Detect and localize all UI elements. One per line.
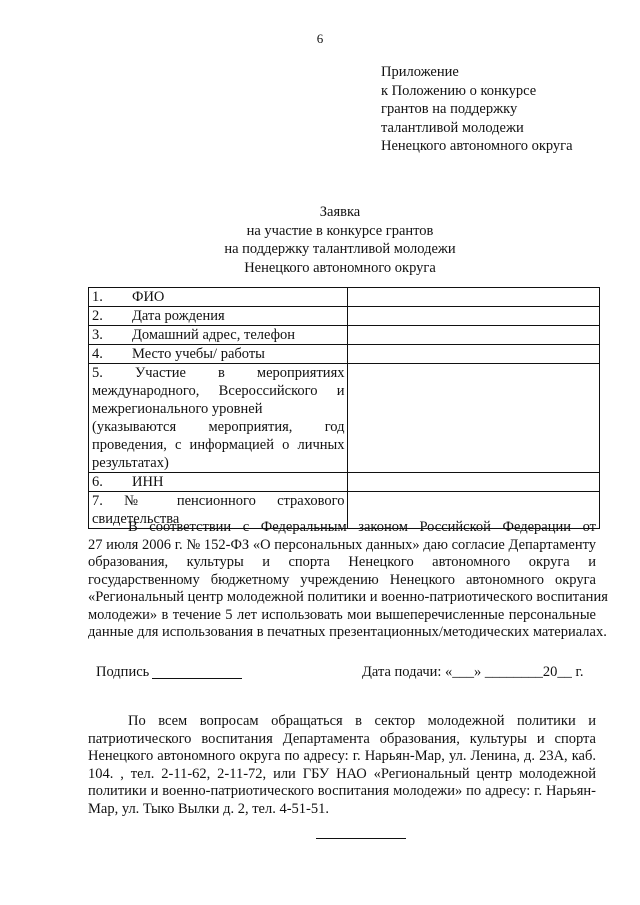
appendix-line: грантов на поддержку: [381, 101, 518, 117]
form-row-fio: [89, 288, 600, 307]
inn-value-cell[interactable]: [347, 473, 600, 492]
consent-paragraph: [88, 519, 608, 642]
form-label-cell: [89, 326, 348, 345]
contacts-line: По всем вопросам обращаться в сектор молодежной политики и: [128, 713, 596, 729]
appendix-heading: [381, 63, 621, 156]
form-row-address: [89, 326, 600, 345]
label-line: 5. Участие в мероприятиях: [92, 365, 345, 381]
address-value-cell[interactable]: [347, 326, 600, 345]
form-row-workplace: [89, 345, 600, 364]
label-line: межрегионального уровней: [92, 401, 263, 417]
row-label: ФИО: [132, 289, 165, 305]
title-line: на поддержку талантливой молодежи: [224, 241, 456, 257]
form-label-cell: [89, 364, 348, 473]
page-number: 6: [316, 31, 324, 46]
consent-line: В соответствии с Федеральным законом Российской Федерации от: [128, 519, 596, 535]
title-line: Ненецкого автономного округа: [244, 259, 436, 276]
form-row-participation: [89, 364, 600, 473]
form-label-cell: [89, 307, 348, 326]
fio-value-cell[interactable]: [347, 288, 600, 307]
contacts-line: 104. , тел. 2-11-62, 2-11-72, или ГБУ НАО «Региональный центр молодежной: [88, 765, 596, 782]
bottom-divider: [316, 838, 406, 839]
signature-label: Подпись: [96, 664, 150, 680]
label-line: свидетельства: [92, 511, 180, 527]
application-form-table: [88, 287, 600, 529]
row-label: Место учебы/ работы: [132, 346, 265, 362]
row-number: 2.: [92, 308, 103, 324]
signature-line[interactable]: [152, 678, 242, 679]
consent-line: 27 июля 2006 г. № 152-ФЗ «О персональных данных» даю согласие Департаменту: [88, 536, 596, 553]
row-label: Дата рождения: [132, 308, 225, 324]
label-line: международного, Всероссийского и: [92, 383, 345, 399]
form-row-inn: [89, 473, 600, 492]
appendix-line: талантливой молодежи: [381, 119, 524, 136]
consent-line: данные для использования в печатных презентационных/методических материалах.: [88, 624, 607, 640]
row-label: Домашний адрес, телефон: [132, 327, 296, 343]
consent-line: образования, культуры и спорта Ненецкого автономного округа и: [88, 554, 596, 570]
label-line: проведения, с информацией о личных: [92, 437, 345, 453]
title-line: Заявка: [319, 204, 361, 220]
workplace-value-cell[interactable]: [347, 345, 600, 364]
contacts-line: Ненецкого автономного округа по адресу: г. Нарьян-Мар, ул. Ленина, д. 23А, каб.: [88, 748, 596, 764]
label-line: (указываются мероприятия, год: [92, 419, 345, 435]
form-label-cell: [89, 345, 348, 364]
birthdate-value-cell[interactable]: [347, 307, 600, 326]
form-label-cell: [89, 473, 348, 492]
row-number: 6.: [92, 474, 103, 490]
consent-line: «Региональный центр молодежной политики и военно-патриотического воспитания: [88, 589, 608, 605]
consent-line: государственному бюджетному учреждению Ненецкого автономного округа: [88, 571, 596, 588]
row-number: 1.: [92, 289, 103, 305]
contacts-line: Мар, ул. Тыко Вылки д. 2, тел. 4-51-51.: [88, 800, 329, 817]
consent-line: молодежи» в течение 5 лет использовать мои вышеперечисленные персональные: [88, 606, 596, 623]
row-label: ИНН: [132, 474, 164, 490]
appendix-line: Приложение: [381, 64, 459, 80]
row-number: 3.: [92, 327, 103, 343]
appendix-line: к Положению о конкурсе: [381, 82, 537, 99]
contacts-line: патриотического воспитания Департамента образования, культуры и спорта: [88, 730, 596, 747]
label-line: результатах): [92, 455, 169, 471]
participation-value-cell[interactable]: [347, 364, 600, 473]
title-line: на участие в конкурсе грантов: [246, 222, 434, 239]
contacts-line: политики и военно-патриотического воспитания молодежи» по адресу: г. Нарьян-: [88, 783, 596, 799]
form-label-cell: [89, 288, 348, 307]
row-number: 4.: [92, 346, 103, 362]
form-row-birthdate: [89, 307, 600, 326]
appendix-line: Ненецкого автономного округа: [381, 138, 573, 154]
contacts-paragraph: [88, 713, 596, 818]
label-line: 7. № пенсионного страхового: [92, 493, 345, 509]
submission-date: Дата подачи: «___» ________20__ г.: [362, 664, 584, 680]
application-title: [120, 203, 560, 277]
